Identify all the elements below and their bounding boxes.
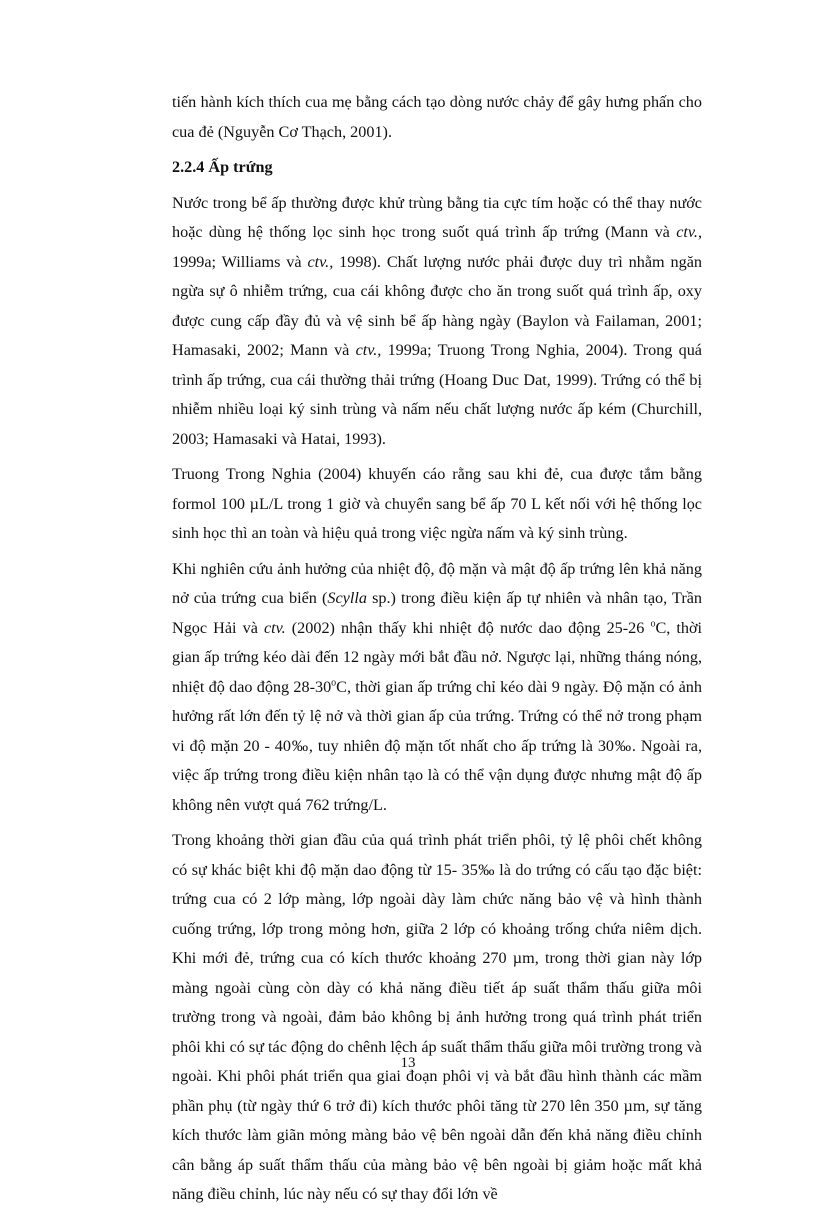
paragraph-temperature-salinity bbox=[172, 555, 702, 821]
italic-ctv: ctv., bbox=[355, 341, 382, 359]
paragraph-formol-treatment: Truong Trong Nghia (2004) khuyến cáo rằng sau khi đẻ, cua được tắm bằng formol 100 µL/L trong 1 giờ và chuyển sang bể ấp 70 L kết nối với hệ thống lọc sinh học thì an toàn và hiệu quả trong việc ngừa nấm và ký sinh trùng. bbox=[172, 465, 702, 542]
text-run: Nước trong bể ấp thường được khử trùng bằng tia cực tím hoặc có thể thay nước hoặc dùng hệ thống lọc sinh học trong suốt quá trình ấp trứng (Mann và bbox=[172, 193, 702, 241]
text-run: C, thời gian ấp trứng kéo dài đến 12 ngày mới bắt đầu nở. Ngược lại, những tháng nóng, nhiệt độ dao động 28-30 bbox=[172, 618, 703, 696]
page-number: 13 bbox=[400, 1055, 416, 1071]
text-run: C, thời gian ấp trứng chỉ kéo dài 9 ngày. Độ mặn có ảnh hưởng rất lớn đến tỷ lệ nở và thời gian ấp của trứng. Trứng có thể nở trong phạm vi độ mặn 20 - 40‰, tuy nhiên độ mặn tốt nhất cho ấp trứng là 30‰. Ngoài ra, việc ấp trứng trong điều kiện nhân tạo là có thể vận dụng được nhưng mật độ ấp không nên vượt quá 762 trứng/L. bbox=[172, 677, 702, 814]
degree-superscript: o bbox=[650, 618, 656, 630]
paragraph-incubation-water bbox=[172, 189, 702, 455]
italic-ctv: ctv., bbox=[307, 252, 334, 271]
text-run: , 1999a; Williams và bbox=[172, 223, 702, 271]
section-heading: 2.2.4 Ấp trứng bbox=[172, 158, 273, 176]
italic-scylla: Scylla bbox=[327, 589, 367, 607]
text-run: (2002) nhận thấy khi nhiệt độ nước dao động 25-26 bbox=[285, 618, 651, 637]
page-body bbox=[172, 88, 702, 1216]
italic-ctv: ctv. bbox=[263, 618, 286, 637]
text-run: 1998). Chất lượng nước phải được duy trì nhằm ngăn ngừa sự ô nhiễm trứng, cua cái không được cho ăn trong suốt quá trình ấp, oxy được cung cấp đầy đủ và vệ sinh bể ấp hàng ngày (Baylon và Failaman, 2001; Hamasaki, 2002; Mann và bbox=[172, 252, 702, 359]
text-run: 1999a; Truong Trong Nghia, 2004). Trong quá trình ấp trứng, cua cái thường thải trứng (Hoang Duc Dat, 1999). Trứng có thể bị nhiễm nhiều loại ký sinh trùng và nấm nếu chất lượng nước ấp kém (Churchill, 2003; Hamasaki và Hatai, 1993). bbox=[172, 341, 702, 448]
italic-ctv: ctv. bbox=[676, 223, 698, 241]
text-run: Khi nghiên cứu ảnh hưởng của nhiệt độ, độ mặn và mật độ ấp trứng lên khả năng nở của trứng cua biển ( bbox=[172, 559, 702, 607]
text-run: sp.) trong điều kiện ấp tự nhiên và nhân tạo, Trần Ngọc Hải và bbox=[172, 589, 702, 637]
paragraph-continuation: tiến hành kích thích cua mẹ bằng cách tạo dòng nước chảy để gây hưng phấn cho cua đẻ (Nguyễn Cơ Thạch, 2001). bbox=[172, 93, 702, 141]
degree-superscript: o bbox=[331, 677, 337, 689]
paragraph-embryo-development: Trong khoảng thời gian đầu của quá trình phát triển phôi, tỷ lệ phôi chết không có sự khác biệt khi độ mặn dao động từ 15- 35‰ là do trứng có cấu tạo đặc biệt: trứng cua có 2 lớp màng, lớp ngoài dày làm chức năng bảo vệ và hình thành cuống trứng, lớp trong mỏng hơn, giữa 2 lớp có khoảng trống chứa niêm dịch. Khi mới đẻ, trứng cua có kích thước khoảng 270 µm, trong thời gian này lớp màng ngoài cùng còn dày có khả năng điều tiết áp suất thẩm thấu giữa môi trường trong và ngoài, đảm bảo không bị ảnh hưởng trong quá trình phát triển phôi khi có sự tác động do chênh lệch áp suất thẩm thấu giữa môi trường trong và ngoài. Khi phôi phát triển qua giai đoạn phôi vị và bắt đầu hình thành các mầm phần phụ (từ ngày thứ 6 trở đi) kích thước phôi tăng từ 270 lên 350 µm, sự tăng kích thước làm giãn mỏng màng bảo vệ bên ngoài dẫn đến khả năng điều chỉnh cân bằng áp suất thẩm thấu của màng bảo vệ bên ngoài bị giảm hoặc mất khả năng điều chỉnh, lúc này nếu có sự thay đổi lớn về bbox=[172, 831, 702, 1203]
